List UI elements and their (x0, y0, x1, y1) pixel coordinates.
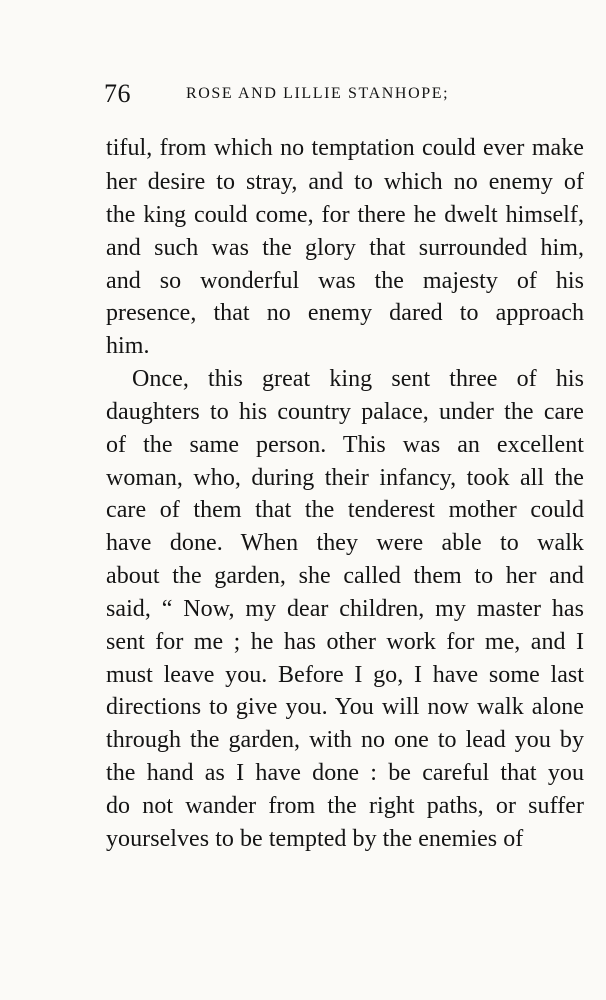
text-line-5: and so wonderful was the majesty of his (106, 268, 584, 294)
text-line-15: said, “ Now, my dear children, my master has (106, 596, 584, 622)
text-line-22: yourselves to be tempted by the enemies of (106, 826, 524, 852)
page-number: 76 (104, 79, 131, 108)
text-line-6: presence, that no enemy dared to approach (106, 300, 584, 326)
text-line-18: directions to give you. You will now walk alone (106, 694, 584, 720)
text-line-17: must leave you. Before I go, I have some last (106, 662, 584, 688)
text-line-3: the king could come, for there he dwelt himself, (106, 202, 584, 228)
text-line-16: sent for me ; he has other work for me, and I (106, 629, 584, 655)
text-line-2: her desire to stray, and to which no enemy of (106, 169, 584, 195)
paragraph-start-line: Once, this great king sent three of his (132, 366, 584, 392)
text-line-9: daughters to his country palace, under the care (106, 399, 584, 425)
text-line-20: the hand as I have done : be careful that you (106, 760, 584, 786)
text-line-11: woman, who, during their infancy, took all the (106, 465, 584, 491)
page-header (104, 79, 584, 109)
text-line-21: do not wander from the right paths, or suffer (106, 793, 584, 819)
text-line-7: him. (106, 333, 150, 359)
text-line-4: and such was the glory that surrounded him, (106, 235, 584, 261)
text-line-13: have done. When they were able to walk (106, 530, 584, 556)
text-line-1: tiful, from which no temptation could ever make (106, 135, 584, 161)
text-line-12: care of them that the tenderest mother could (106, 497, 584, 523)
text-line-19: through the garden, with no one to lead you by (106, 727, 584, 753)
text-line-10: of the same person. This was an excellent (106, 432, 584, 458)
running-head: ROSE AND LILLIE STANHOPE; (186, 85, 450, 102)
text-line-14: about the garden, she called them to her and (106, 563, 584, 589)
